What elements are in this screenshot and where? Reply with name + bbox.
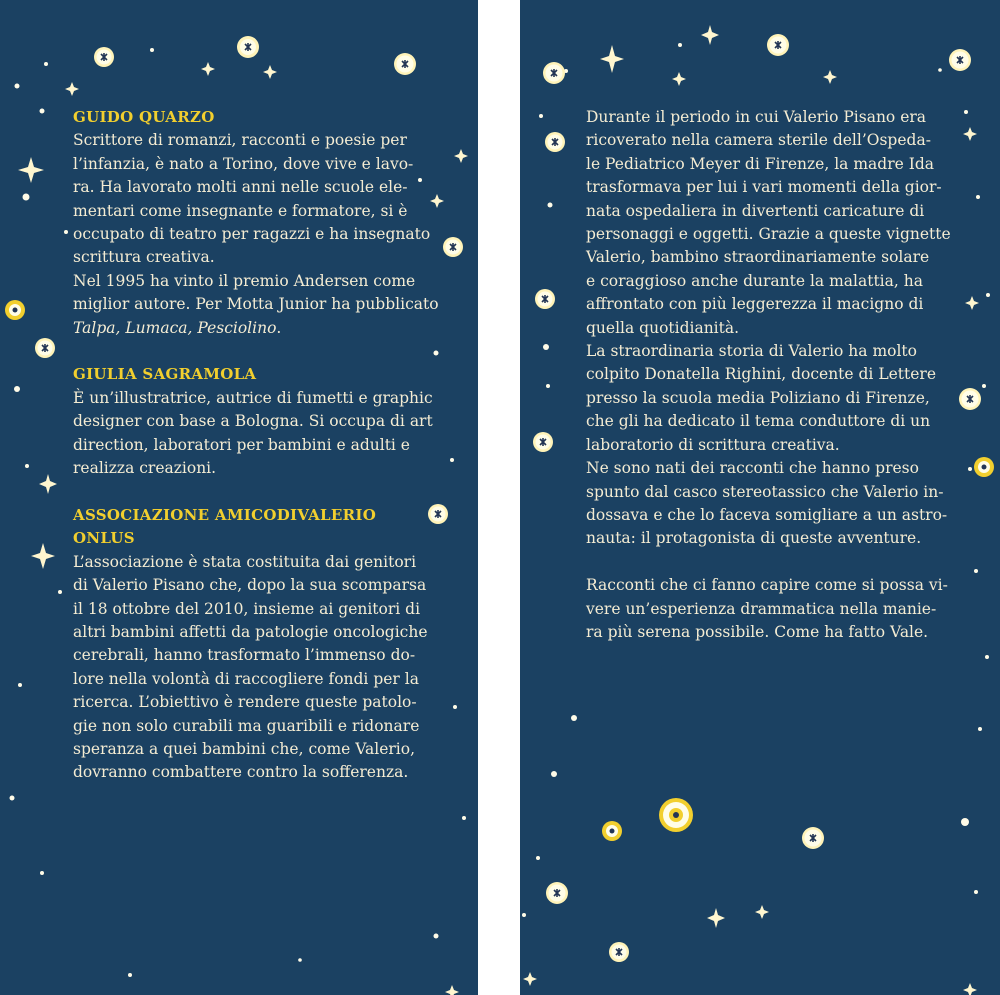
left-page bbox=[0, 0, 478, 995]
story-line: colpito Donatella Righini, docente di Lettere bbox=[586, 365, 936, 384]
story-line: nata ospedaliera in divertenti caricature di bbox=[586, 201, 925, 220]
closing-paragraph bbox=[586, 574, 948, 644]
story-line: quella quotidianità. bbox=[586, 318, 740, 337]
bio-line: ra. Ha lavorato molti anni nelle scuole ele- bbox=[73, 178, 408, 197]
association-line: cerebrali, hanno trasformato l’immenso do- bbox=[73, 646, 416, 665]
closing-line: ra più serena possibile. Come ha fatto Vale. bbox=[586, 622, 929, 641]
author-bio-guido-quarzo bbox=[73, 129, 439, 340]
association-line: il 18 ottobre del 2010, insieme ai genitori di bbox=[73, 599, 421, 618]
closing-line: vere un’esperienza drammatica nella manie- bbox=[586, 599, 937, 618]
bio-line: realizza creazioni. bbox=[73, 459, 217, 478]
bio-line: occupato di teatro per ragazzi e ha insegnato bbox=[73, 225, 431, 244]
association-line: L’associazione è stata costituita dai genitori bbox=[73, 552, 417, 571]
author-bio-giulia-sagramola bbox=[73, 387, 433, 481]
story-line: che gli ha dedicato il tema conduttore di un bbox=[586, 412, 931, 431]
story-line: laboratorio di scrittura creativa. bbox=[586, 435, 840, 454]
association-line: ricerca. L’obiettivo è rendere queste patolo- bbox=[73, 693, 417, 712]
association-line: altri bambini affetti da patologie oncologiche bbox=[73, 622, 428, 641]
story-line: personaggi e oggetti. Grazie a queste vignette bbox=[586, 225, 951, 244]
bio-line: scrittura creativa. bbox=[73, 248, 215, 267]
story-line: le Pediatrico Meyer di Firenze, la madre Ida bbox=[586, 154, 934, 173]
story-line: ricoverato nella camera sterile dell’Ospeda- bbox=[586, 131, 931, 150]
story-line: trasformava per lui i vari momenti della gior- bbox=[586, 178, 942, 197]
closing-line: Racconti che ci fanno capire come si possa vi- bbox=[586, 576, 948, 595]
association-heading: ASSOCIAZIONE AMICODIVALERIO ONLUS bbox=[73, 505, 377, 548]
story-line: dossava e che lo faceva somigliare a un astro- bbox=[586, 505, 948, 524]
association-line: di Valerio Pisano che, dopo la sua scomparsa bbox=[73, 576, 427, 595]
right-page bbox=[520, 0, 1000, 995]
story-line: presso la scuola media Poliziano di Firenze, bbox=[586, 388, 930, 407]
bio-line: miglior autore. Per Motta Junior ha pubblicato bbox=[73, 295, 439, 314]
association-description bbox=[73, 551, 428, 785]
story-line: e coraggioso anche durante la malattia, ha bbox=[586, 271, 923, 290]
bio-line: Scrittore di romanzi, racconti e poesie per bbox=[73, 131, 407, 150]
right-text-column bbox=[586, 106, 951, 644]
story-line: Ne sono nati dei racconti che hanno preso bbox=[586, 459, 919, 478]
bio-line: mentari come insegnante e formatore, si è bbox=[73, 201, 408, 220]
bio-line: l’infanzia, è nato a Torino, dove vive e lavo- bbox=[73, 154, 414, 173]
bio-line: Nel 1995 ha vinto il premio Andersen come bbox=[73, 271, 416, 290]
valerio-story bbox=[586, 106, 951, 551]
story-line: affrontato con più leggerezza il macigno di bbox=[586, 295, 924, 314]
story-line: La straordinaria storia di Valerio ha molto bbox=[586, 342, 917, 361]
story-line: Valerio, bambino straordinariamente solare bbox=[586, 248, 930, 267]
bio-line: direction, laboratori per bambini e adulti e bbox=[73, 435, 410, 454]
bio-line: È un’illustratrice, autrice di fumetti e graphic bbox=[73, 388, 433, 407]
association-line: speranza a quei bambini che, come Valerio, bbox=[73, 739, 416, 758]
association-line: dovranno combattere contro la sofferenza. bbox=[73, 763, 409, 782]
left-text-column bbox=[73, 106, 439, 785]
book-titles-end: . bbox=[276, 318, 282, 337]
story-line: Durante il periodo in cui Valerio Pisano era bbox=[586, 108, 927, 126]
bio-line-books bbox=[73, 317, 413, 340]
bio-line: designer con base a Bologna. Si occupa di art bbox=[73, 412, 433, 431]
story-line: spunto dal casco stereotassico che Valerio in- bbox=[586, 482, 944, 501]
book-titles: Talpa, Lumaca, Pesciolino bbox=[73, 318, 277, 337]
author-heading-giulia-sagramola: GIULIA SAGRAMOLA bbox=[73, 365, 257, 384]
association-line: gie non solo curabili ma guaribili e ridonare bbox=[73, 716, 420, 735]
story-line: nauta: il protagonista di queste avventure. bbox=[586, 529, 922, 548]
association-line: lore nella volontà di raccogliere fondi per la bbox=[73, 669, 419, 688]
page-gutter bbox=[478, 0, 520, 995]
author-heading-guido-quarzo: GUIDO QUARZO bbox=[73, 108, 215, 126]
